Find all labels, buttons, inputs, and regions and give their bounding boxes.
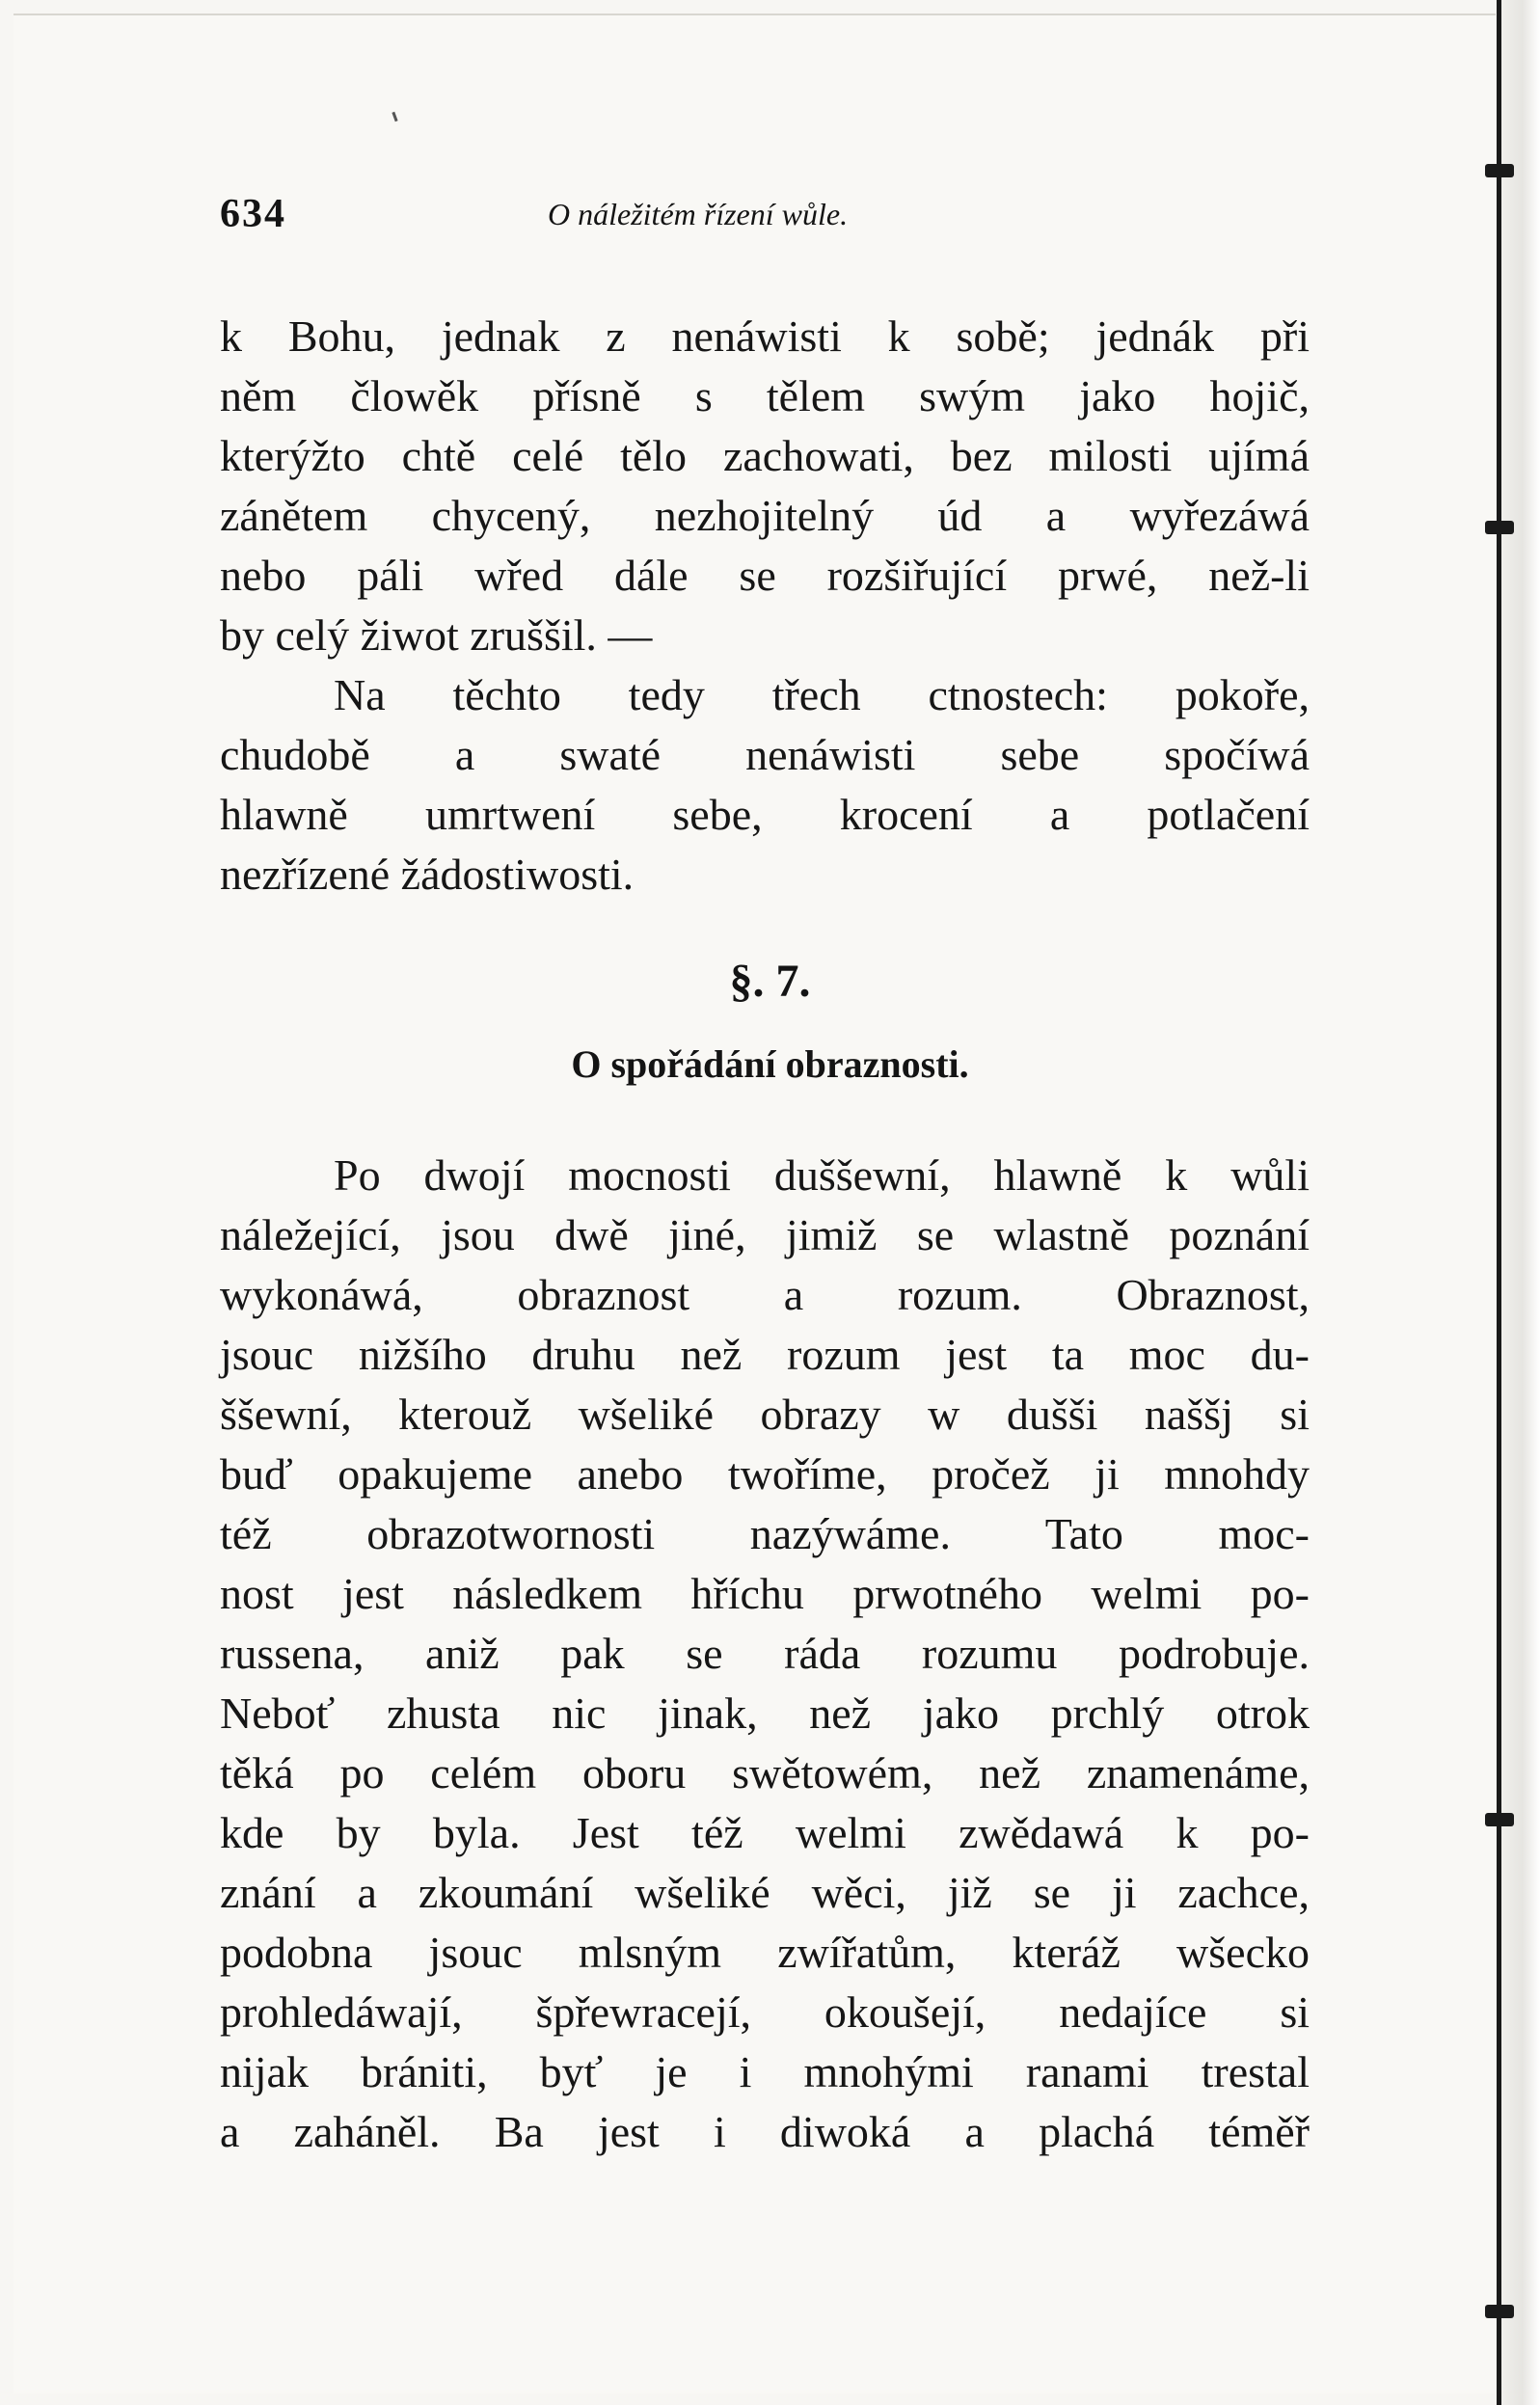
text-line: nijak brániti, byť je i mnohými ranami trestal xyxy=(220,2047,1310,2096)
text-line: nezřízené žádostiwosti. xyxy=(220,850,635,899)
text-line: k Bohu, jednak z nenáwisti k sobě; jednák při xyxy=(220,311,1310,361)
text-line: též obrazotwornosti nazýwáme. Tato moc- xyxy=(220,1509,1310,1558)
section-number: §. 7. xyxy=(729,956,811,1007)
page-header xyxy=(220,191,1310,249)
text-line: hlawně umrtwení sebe, krocení a potlačení xyxy=(220,790,1310,839)
text-line: chudobě a swaté nenáwisti sebe spočíwá xyxy=(220,730,1310,779)
text-line: nebo páli wřed dále se rozšiřující prwé, než-li xyxy=(220,551,1310,600)
text-line: Neboť zhusta nic jinak, než jako prchlý otrok xyxy=(220,1689,1310,1738)
text-line: prohledáwají, špřewracejí, okoušejí, nedajíce si xyxy=(220,1987,1310,2037)
section-title: O spořádání obraznosti. xyxy=(571,1042,969,1086)
edge-notch xyxy=(1485,164,1514,177)
text-line: Na těchto tedy třech ctnostech: pokoře, xyxy=(334,670,1310,719)
text-line: jsouc nižšího druhu než rozum jest ta moc du- xyxy=(220,1330,1310,1379)
page-edge-shadow xyxy=(1496,0,1540,2405)
text-line: znání a zkoumání wšeliké wěci, již se ji zachce, xyxy=(220,1868,1310,1917)
binding-edge-line xyxy=(1497,0,1501,2405)
edge-notch xyxy=(1485,1813,1514,1826)
text-line: kde by byla. Jest též welmi zwědawá k po- xyxy=(220,1808,1310,1857)
text-line: ššewní, kterouž wšeliké obrazy w dušši naššj si xyxy=(220,1390,1310,1439)
edge-notch xyxy=(1485,2305,1514,2318)
text-line: russena, aniž pak se ráda rozumu podrobuje. xyxy=(220,1629,1310,1678)
text-line: wykonáwá, obraznost a rozum. Obraznost, xyxy=(220,1270,1310,1319)
running-title: O náležitém řízení wůle. xyxy=(548,197,849,231)
text-line: něm člowěk přísně s tělem swým jako hojič, xyxy=(220,371,1310,420)
text-line: Po dwojí mocnosti duššewní, hlawně k wůli xyxy=(334,1150,1310,1200)
text-line: náležející, jsou dwě jiné, jimiž se wlastně poznání xyxy=(220,1210,1310,1259)
text-line: podobna jsouc mlsným zwířatům, kteráž wšecko xyxy=(220,1928,1310,1977)
text-line: nost jest následkem hříchu prwotného welmi po- xyxy=(220,1569,1310,1618)
text-line: by celý žiwot zruššil. — xyxy=(220,610,653,660)
edge-notch xyxy=(1485,521,1514,534)
text-line: kterýžto chtě celé tělo zachowati, bez milosti ujímá xyxy=(220,431,1310,480)
page-number: 634 xyxy=(220,192,286,236)
text-block-top xyxy=(220,307,1310,905)
text-line: a zaháněl. Ba jest i diwoká a plachá téměř xyxy=(220,2107,1310,2156)
text-line: těká po celém oboru swětowém, než znamenáme, xyxy=(220,1748,1310,1797)
text-block-bottom xyxy=(220,1146,1310,2162)
text-line: zánětem chycený, nezhojitelný úd a wyřezáwá xyxy=(220,491,1310,540)
text-line: buď opakujeme anebo twoříme, pročež ji mnohdy xyxy=(220,1449,1310,1499)
